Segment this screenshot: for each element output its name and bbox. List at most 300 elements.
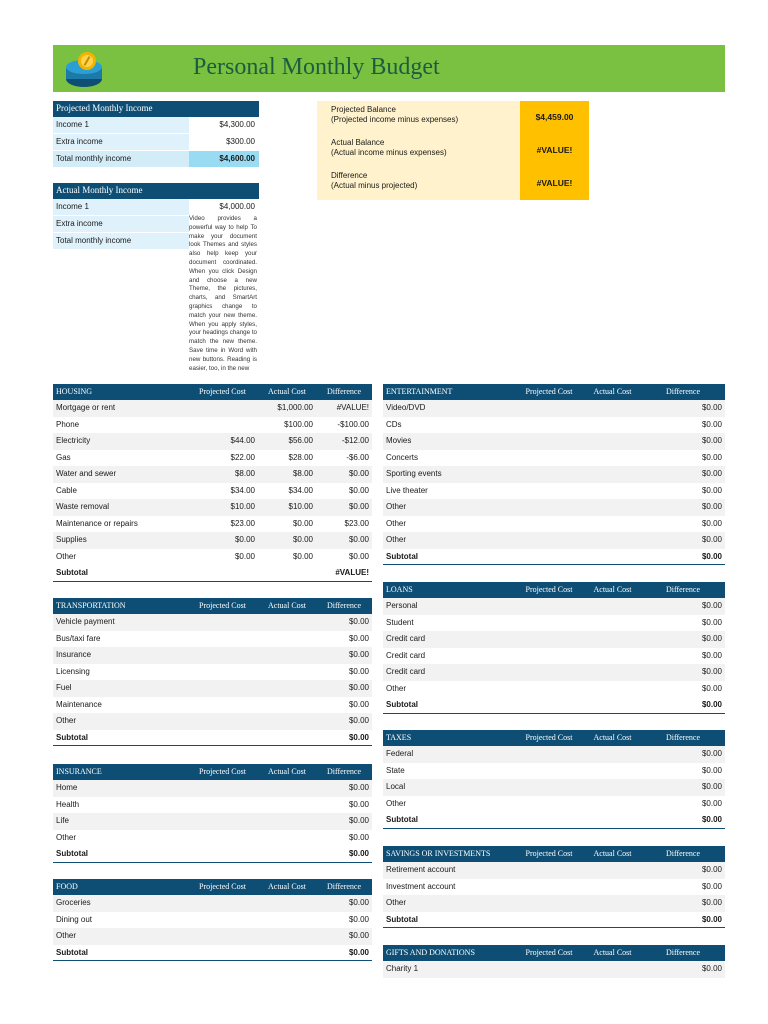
difference-cell[interactable]: $0.00 — [348, 535, 369, 544]
actual-cost-cell[interactable] — [258, 846, 316, 862]
difference-cell[interactable]: $0.00 — [348, 732, 369, 742]
projected-cost-cell[interactable] — [514, 417, 584, 434]
difference-cell[interactable]: $0.00 — [348, 683, 369, 692]
difference-cell[interactable]: $0.00 — [701, 502, 722, 511]
actual-cost-cell[interactable]: $8.00 — [292, 469, 313, 478]
table-body — [53, 895, 372, 961]
projected-cost-cell[interactable] — [514, 697, 584, 713]
projected-cost-cell[interactable] — [514, 912, 584, 928]
difference-cell[interactable]: $0.00 — [348, 617, 369, 626]
projected-income-header: Projected Monthly Income — [53, 101, 259, 117]
table-row — [383, 532, 725, 549]
table-row — [53, 697, 372, 714]
projected-cost-cell[interactable] — [187, 565, 258, 581]
actual-cost-cell[interactable] — [584, 648, 641, 665]
actual-cost-cell[interactable] — [258, 713, 316, 730]
row-label: Licensing — [56, 666, 90, 676]
balance-value[interactable]: #VALUE! — [520, 167, 589, 200]
difference-cell[interactable]: $0.00 — [348, 699, 369, 709]
actual-cost-cell[interactable] — [258, 912, 316, 929]
actual-cost-cell[interactable] — [258, 697, 316, 714]
category-name: INSURANCE — [56, 767, 102, 776]
difference-cell[interactable]: $0.00 — [348, 816, 369, 825]
difference-cell[interactable]: $0.00 — [701, 535, 722, 544]
projected-cost-cell[interactable] — [514, 879, 584, 896]
table-row — [53, 499, 372, 516]
projected-cost-cell[interactable] — [514, 598, 584, 615]
table-header — [53, 384, 372, 400]
actual-cost-cell[interactable] — [584, 961, 641, 978]
category-name: TRANSPORTATION — [56, 601, 126, 610]
difference-cell[interactable]: $0.00 — [348, 783, 369, 792]
table-header — [53, 764, 372, 780]
projected-cost-cell[interactable] — [514, 549, 584, 565]
difference-cell[interactable]: $0.00 — [701, 634, 722, 643]
projected-cost-cell[interactable] — [514, 516, 584, 533]
actual-cost-cell[interactable] — [584, 499, 641, 516]
actual-cost-cell[interactable] — [584, 664, 641, 681]
col-difference: Difference — [665, 849, 701, 858]
projected-cost-cell[interactable] — [187, 697, 258, 714]
row-label: Sporting events — [386, 469, 442, 478]
difference-cell[interactable]: $0.00 — [348, 898, 369, 907]
projected-cost-cell[interactable] — [187, 664, 258, 681]
row-label: Insurance — [56, 650, 92, 659]
difference-cell[interactable]: $0.00 — [348, 799, 369, 809]
row-label: Gas — [56, 452, 71, 462]
actual-cost-cell[interactable] — [584, 681, 641, 698]
loans-table — [383, 582, 725, 714]
projected-cost-cell[interactable] — [514, 648, 584, 665]
projected-cost-cell[interactable]: $44.00 — [230, 436, 255, 445]
projected-cost-cell[interactable] — [187, 928, 258, 945]
projected-cost-cell[interactable]: $10.00 — [230, 502, 255, 511]
projected-cost-cell[interactable] — [514, 895, 584, 912]
table-row — [383, 631, 725, 648]
income-label: Extra income — [53, 216, 189, 232]
row-label: Electricity — [56, 436, 91, 445]
difference-cell[interactable]: $0.00 — [348, 931, 369, 940]
actual-cost-cell[interactable]: $10.00 — [288, 502, 313, 511]
table-row — [383, 466, 725, 483]
row-label: Maintenance — [56, 699, 102, 709]
table-row — [53, 466, 372, 483]
row-label: Live theater — [386, 485, 428, 495]
actual-cost-cell[interactable] — [258, 928, 316, 945]
table-row — [383, 796, 725, 813]
projected-cost-cell[interactable] — [187, 713, 258, 730]
projected-cost-cell[interactable]: $0.00 — [234, 535, 255, 544]
actual-cost-cell[interactable] — [584, 912, 641, 928]
table-row — [53, 664, 372, 681]
row-label: Subtotal — [56, 732, 88, 742]
projected-cost-cell[interactable] — [514, 450, 584, 467]
actual-cost-cell[interactable] — [258, 895, 316, 912]
balance-value[interactable]: $4,459.00 — [520, 101, 589, 134]
row-label: Subtotal — [56, 568, 88, 577]
table-row — [383, 664, 725, 681]
projected-cost-cell[interactable] — [187, 945, 258, 961]
difference-cell[interactable]: $0.00 — [701, 650, 722, 660]
projected-cost-cell[interactable] — [187, 830, 258, 847]
row-label: Other — [386, 683, 407, 693]
subtotal-row — [53, 846, 372, 863]
col-projected-cost: Projected Cost — [199, 387, 246, 396]
difference-cell[interactable]: $0.00 — [701, 881, 722, 891]
row-label: Other — [386, 798, 407, 808]
difference-cell[interactable]: $0.00 — [348, 666, 369, 676]
subtotal-row — [383, 912, 725, 929]
difference-cell[interactable]: #VALUE! — [335, 568, 369, 577]
col-actual-cost: Actual Cost — [268, 767, 306, 776]
actual-cost-cell[interactable] — [258, 813, 316, 830]
category-name: FOOD — [56, 882, 78, 891]
income-value[interactable]: $4,300.00 — [189, 117, 259, 133]
actual-cost-cell[interactable] — [584, 516, 641, 533]
difference-cell[interactable]: $0.00 — [701, 798, 722, 808]
subtotal-row — [383, 812, 725, 829]
projected-cost-cell[interactable] — [187, 417, 258, 434]
balance-row — [317, 134, 589, 167]
projected-cost-cell[interactable] — [514, 961, 584, 978]
actual-cost-cell[interactable] — [258, 664, 316, 681]
actual-cost-cell[interactable]: $34.00 — [288, 485, 313, 495]
actual-cost-cell[interactable] — [584, 417, 641, 434]
difference-cell[interactable]: $0.00 — [701, 469, 722, 478]
actual-cost-cell[interactable] — [258, 797, 316, 814]
projected-cost-cell[interactable] — [187, 400, 258, 417]
savings-table — [383, 846, 725, 928]
insurance-table — [53, 764, 372, 863]
table-row — [53, 400, 372, 417]
row-label: Subtotal — [386, 551, 418, 561]
table-row — [383, 433, 725, 450]
actual-cost-cell[interactable] — [584, 450, 641, 467]
actual-cost-cell[interactable] — [258, 945, 316, 961]
actual-cost-cell[interactable]: $0.00 — [292, 518, 313, 528]
difference-cell[interactable]: $0.00 — [701, 518, 722, 528]
actual-cost-cell[interactable] — [258, 614, 316, 631]
actual-cost-cell[interactable] — [258, 647, 316, 664]
difference-cell[interactable]: $0.00 — [701, 452, 722, 462]
difference-cell[interactable]: $0.00 — [348, 914, 369, 924]
actual-cost-cell[interactable]: $1,000.00 — [277, 403, 313, 412]
table-header — [53, 879, 372, 895]
actual-cost-cell[interactable] — [584, 796, 641, 813]
projected-cost-cell[interactable] — [514, 681, 584, 698]
row-label: Supplies — [56, 535, 87, 544]
difference-cell[interactable]: $0.00 — [701, 436, 722, 445]
difference-cell[interactable]: $0.00 — [701, 667, 722, 676]
difference-cell[interactable]: $0.00 — [701, 749, 722, 758]
row-label: Waste removal — [56, 502, 110, 511]
projected-cost-cell[interactable] — [514, 746, 584, 763]
actual-cost-cell[interactable] — [584, 895, 641, 912]
difference-cell[interactable]: $0.00 — [701, 617, 722, 627]
difference-cell[interactable]: $0.00 — [348, 551, 369, 561]
projected-cost-cell[interactable] — [187, 813, 258, 830]
table-header — [383, 582, 725, 598]
balance-row — [317, 101, 589, 134]
difference-cell[interactable]: #VALUE! — [336, 403, 369, 412]
projected-cost-cell[interactable] — [514, 862, 584, 879]
difference-cell[interactable]: $0.00 — [348, 650, 369, 659]
projected-cost-cell[interactable] — [514, 631, 584, 648]
actual-cost-cell[interactable] — [584, 697, 641, 713]
col-projected-cost: Projected Cost — [525, 585, 573, 594]
row-label: Movies — [386, 436, 412, 445]
projected-cost-cell[interactable] — [187, 730, 258, 746]
projected-cost-cell[interactable] — [514, 763, 584, 780]
table-body — [53, 400, 372, 582]
projected-cost-cell[interactable] — [514, 532, 584, 549]
projected-cost-cell[interactable]: $23.00 — [230, 518, 255, 528]
actual-cost-cell[interactable] — [584, 812, 641, 828]
row-label: Personal — [386, 601, 418, 610]
difference-cell[interactable]: $0.00 — [701, 765, 722, 775]
difference-cell[interactable]: $0.00 — [701, 485, 722, 495]
actual-cost-cell[interactable] — [584, 532, 641, 549]
income-value[interactable]: $4,000.00 — [189, 199, 259, 215]
row-label: Life — [56, 816, 69, 825]
table-row — [383, 763, 725, 780]
row-label: Groceries — [56, 898, 91, 907]
projected-cost-cell[interactable] — [514, 499, 584, 516]
income-value[interactable]: $300.00 — [189, 134, 259, 150]
table-header — [53, 598, 372, 614]
actual-cost-cell[interactable] — [258, 680, 316, 697]
housing-table — [53, 384, 372, 582]
header-banner — [53, 45, 725, 92]
category-name: SAVINGS OR INVESTMENTS — [386, 849, 491, 858]
category-name: GIFTS AND DONATIONS — [386, 948, 475, 957]
balance-summary — [317, 101, 589, 200]
col-actual-cost: Actual Cost — [593, 733, 632, 742]
row-label: Subtotal — [386, 914, 418, 924]
projected-cost-cell[interactable] — [187, 614, 258, 631]
overflow-note-text: Video provides a powerful way to help To make your document look Themes and styles also help keep your document coordinated. When you click Design and choose a new Theme, the pictures, charts, and SmartArt graphics change to match your new theme. When you apply styles, your headings change to match the new theme. Save time in Word with new buttons. Reading is easier, too, in the new — [189, 215, 257, 372]
page-title: Personal Monthly Budget — [193, 54, 440, 80]
category-name: HOUSING — [56, 387, 92, 396]
row-label: Other — [386, 502, 407, 511]
difference-cell[interactable]: $0.00 — [701, 403, 722, 412]
table-row — [383, 400, 725, 417]
table-header — [383, 945, 725, 961]
table-row — [53, 797, 372, 814]
projected-cost-cell[interactable] — [187, 680, 258, 697]
row-label: Student — [386, 617, 414, 627]
difference-cell[interactable]: $0.00 — [701, 865, 722, 874]
difference-cell[interactable]: $0.00 — [348, 716, 369, 725]
actual-cost-cell[interactable] — [258, 830, 316, 847]
table-row — [383, 499, 725, 516]
table-row — [383, 450, 725, 467]
col-difference: Difference — [665, 948, 701, 957]
difference-cell[interactable]: -$6.00 — [346, 452, 369, 462]
projected-cost-cell[interactable] — [514, 796, 584, 813]
actual-cost-cell[interactable] — [584, 879, 641, 896]
row-label: Health — [56, 799, 80, 809]
difference-cell[interactable]: $0.00 — [701, 914, 722, 924]
projected-cost-cell[interactable]: $34.00 — [230, 485, 255, 495]
row-label: Fuel — [56, 683, 72, 692]
balance-label — [317, 167, 520, 200]
table-row — [383, 615, 725, 632]
col-difference: Difference — [326, 767, 362, 776]
table-row — [53, 433, 372, 450]
projected-cost-cell[interactable]: $22.00 — [230, 452, 255, 462]
projected-cost-cell[interactable] — [514, 483, 584, 500]
projected-cost-cell[interactable] — [187, 797, 258, 814]
actual-cost-cell[interactable] — [584, 779, 641, 796]
difference-cell[interactable]: $0.00 — [348, 832, 369, 842]
row-label: Video/DVD — [386, 403, 426, 412]
projected-cost-cell[interactable] — [187, 780, 258, 797]
actual-cost-cell[interactable] — [584, 400, 641, 417]
table-row — [53, 647, 372, 664]
row-label: Cable — [56, 485, 77, 495]
difference-cell[interactable]: $0.00 — [701, 898, 722, 907]
actual-cost-cell[interactable] — [584, 466, 641, 483]
table-row — [53, 450, 372, 467]
projected-cost-cell[interactable]: $8.00 — [234, 469, 255, 478]
difference-cell[interactable]: $0.00 — [348, 469, 369, 478]
projected-cost-cell[interactable] — [187, 846, 258, 862]
actual-cost-cell[interactable]: $0.00 — [292, 551, 313, 561]
table-row — [383, 862, 725, 879]
row-label: Subtotal — [386, 700, 418, 709]
table-row — [53, 516, 372, 533]
table-row — [53, 532, 372, 549]
difference-cell[interactable]: $0.00 — [701, 601, 722, 610]
food-table — [53, 879, 372, 961]
difference-cell[interactable]: $0.00 — [348, 485, 369, 495]
actual-cost-cell[interactable]: $56.00 — [288, 436, 313, 445]
actual-cost-cell[interactable]: $100.00 — [284, 419, 313, 429]
difference-cell[interactable]: $0.00 — [348, 849, 369, 858]
table-row — [383, 598, 725, 615]
actual-cost-cell[interactable] — [584, 598, 641, 615]
actual-cost-cell[interactable] — [584, 763, 641, 780]
projected-cost-cell[interactable] — [514, 400, 584, 417]
projected-cost-cell[interactable] — [514, 433, 584, 450]
actual-cost-cell[interactable] — [258, 631, 316, 648]
col-projected-cost: Projected Cost — [525, 948, 573, 957]
actual-cost-cell[interactable]: $28.00 — [288, 452, 313, 462]
row-label: Other — [386, 535, 407, 544]
subtotal-row — [383, 697, 725, 714]
difference-cell[interactable]: $0.00 — [701, 419, 722, 429]
projected-cost-cell[interactable] — [514, 615, 584, 632]
table-row — [53, 713, 372, 730]
income-label: Total monthly income — [53, 233, 189, 249]
col-actual-cost: Actual Cost — [268, 387, 306, 396]
table-row — [383, 516, 725, 533]
table-row — [383, 483, 725, 500]
difference-cell[interactable]: -$100.00 — [337, 419, 369, 429]
actual-cost-cell[interactable] — [584, 615, 641, 632]
table-row — [383, 746, 725, 763]
taxes-table — [383, 730, 725, 829]
actual-cost-cell[interactable] — [258, 565, 316, 581]
projected-cost-cell[interactable] — [187, 912, 258, 929]
balance-subtitle: (Actual income minus expenses) — [331, 148, 447, 157]
actual-cost-cell[interactable] — [584, 631, 641, 648]
difference-cell[interactable]: $0.00 — [701, 964, 722, 973]
col-difference: Difference — [665, 585, 701, 594]
actual-cost-cell[interactable] — [584, 862, 641, 879]
projected-cost-cell[interactable]: $0.00 — [234, 551, 255, 561]
projected-cost-cell[interactable] — [514, 812, 584, 828]
table-row — [53, 912, 372, 929]
difference-cell[interactable]: $0.00 — [701, 700, 722, 709]
balance-subtitle: (Projected income minus expenses) — [331, 115, 459, 124]
difference-cell[interactable]: $0.00 — [701, 683, 722, 693]
table-row — [53, 830, 372, 847]
table-row — [53, 631, 372, 648]
income-row — [53, 134, 259, 151]
balance-subtitle: (Actual minus projected) — [331, 181, 418, 190]
actual-cost-cell[interactable] — [584, 483, 641, 500]
difference-cell[interactable]: $0.00 — [701, 782, 722, 791]
gifts-table — [383, 945, 725, 978]
table-body — [53, 780, 372, 863]
projected-cost-cell[interactable] — [187, 631, 258, 648]
actual-cost-cell[interactable]: $0.00 — [292, 535, 313, 544]
actual-cost-cell[interactable] — [584, 746, 641, 763]
difference-cell[interactable]: -$12.00 — [341, 436, 369, 445]
difference-cell[interactable]: $0.00 — [701, 551, 722, 561]
actual-cost-cell[interactable] — [584, 549, 641, 565]
difference-cell[interactable]: $23.00 — [344, 518, 369, 528]
row-label: Subtotal — [386, 815, 418, 824]
income-total-value[interactable]: $4,600.00 — [189, 151, 259, 167]
table-row — [53, 417, 372, 434]
actual-cost-cell[interactable] — [258, 730, 316, 746]
category-name: LOANS — [386, 585, 413, 594]
row-label: Phone — [56, 419, 80, 429]
projected-cost-cell[interactable] — [514, 779, 584, 796]
row-label: Other — [56, 716, 77, 725]
table-row — [53, 614, 372, 631]
projected-income-table — [53, 101, 259, 168]
projected-cost-cell[interactable] — [187, 895, 258, 912]
projected-cost-cell[interactable] — [514, 466, 584, 483]
difference-cell[interactable]: $0.00 — [348, 947, 369, 957]
projected-cost-cell[interactable] — [187, 647, 258, 664]
table-row — [383, 681, 725, 698]
projected-cost-cell[interactable] — [514, 664, 584, 681]
row-label: Local — [386, 782, 406, 791]
subtotal-row — [53, 730, 372, 747]
row-label: Mortgage or rent — [56, 403, 116, 412]
entertainment-table — [383, 384, 725, 565]
income-row — [53, 117, 259, 134]
actual-cost-cell[interactable] — [584, 433, 641, 450]
table-header — [383, 730, 725, 746]
col-projected-cost: Projected Cost — [199, 882, 246, 891]
actual-cost-cell[interactable] — [258, 780, 316, 797]
difference-cell[interactable]: $0.00 — [701, 815, 722, 824]
balance-title: Projected Balance — [331, 105, 396, 114]
difference-cell[interactable]: $0.00 — [348, 502, 369, 511]
col-projected-cost: Projected Cost — [199, 767, 246, 776]
table-row — [383, 961, 725, 978]
balance-value[interactable]: #VALUE! — [520, 134, 589, 167]
row-label: Vehicle payment — [56, 617, 115, 626]
difference-cell[interactable]: $0.00 — [348, 633, 369, 643]
row-label: Subtotal — [56, 947, 88, 957]
